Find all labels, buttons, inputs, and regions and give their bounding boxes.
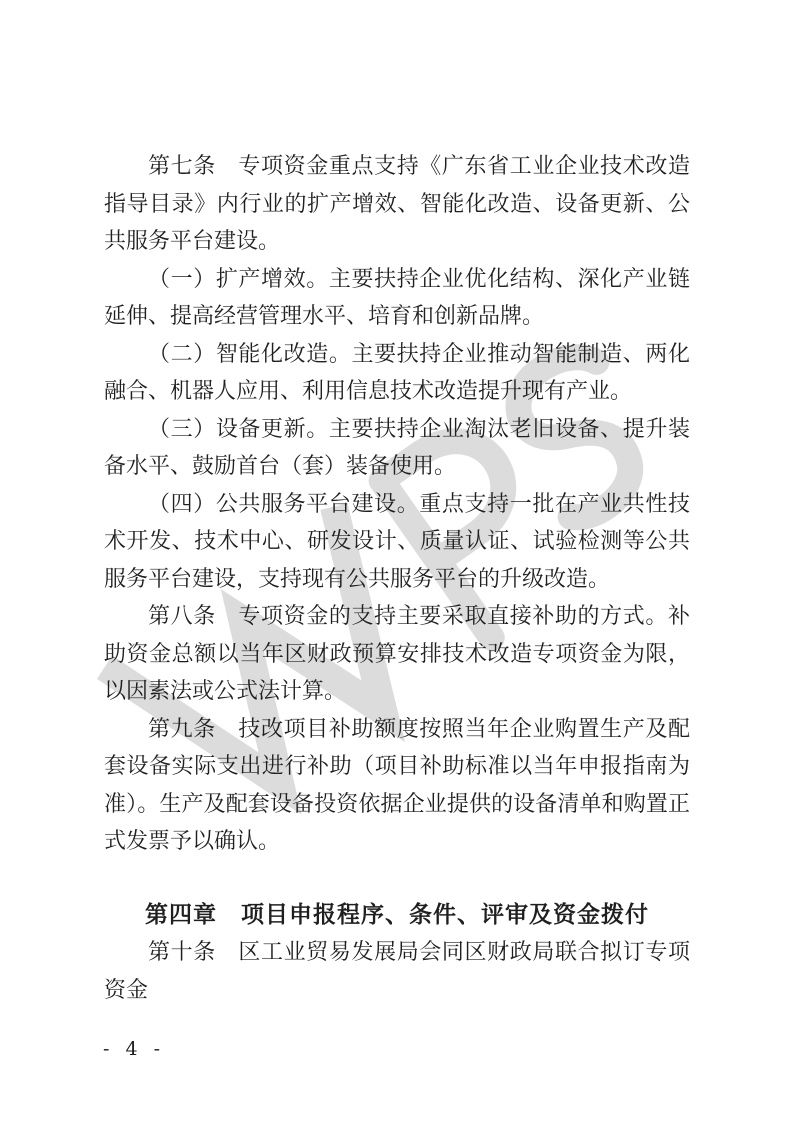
page-number: - 4 - [103,1038,166,1060]
document-body [104,147,690,1008]
paragraph-article-9: 第九条 技改项目补助额度按照当年企业购置生产及配套设备实际支出进行补助（项目补助标准以当年申报指南为准）。生产及配套设备投资依据企业提供的设备清单和购置正式发票予以确认。 [104,715,690,853]
paragraph-item-1: （一）扩产增效。主要扶持企业优化结构、深化产业链延伸、提高经营管理水平、培育和创新品牌。 [104,265,690,328]
paragraph-article-7: 第七条 专项资金重点支持《广东省工业企业技术改造指导目录》内行业的扩产增效、智能化改造、设备更新、公共服务平台建设。 [104,153,690,253]
paragraph-article-10: 第十条 区工业贸易发展局会同区财政局联合拟订专项资金 [104,939,690,1002]
paragraph-item-4: （四）公共服务平台建设。重点支持一批在产业共性技术开发、技术中心、研发设计、质量认证、试验检测等公共服务平台建设，支持现有公共服务平台的升级改造。 [104,490,690,591]
paragraph-item-3: （三）设备更新。主要扶持企业淘汰老旧设备、提升装备水平、鼓励首台（套）装备使用。 [104,415,690,478]
chapter-heading: 第四章 项目申报程序、条件、评审及资金拨付 [145,900,649,927]
paragraph-article-8: 第八条 专项资金的支持主要采取直接补助的方式。补助资金总额以当年区财政预算安排技术改造专项资金为限，以因素法或公式法计算。 [104,603,690,703]
paragraph-item-2: （二）智能化改造。主要扶持企业推动智能制造、两化融合、机器人应用、利用信息技术改造提升现有产业。 [104,340,690,403]
